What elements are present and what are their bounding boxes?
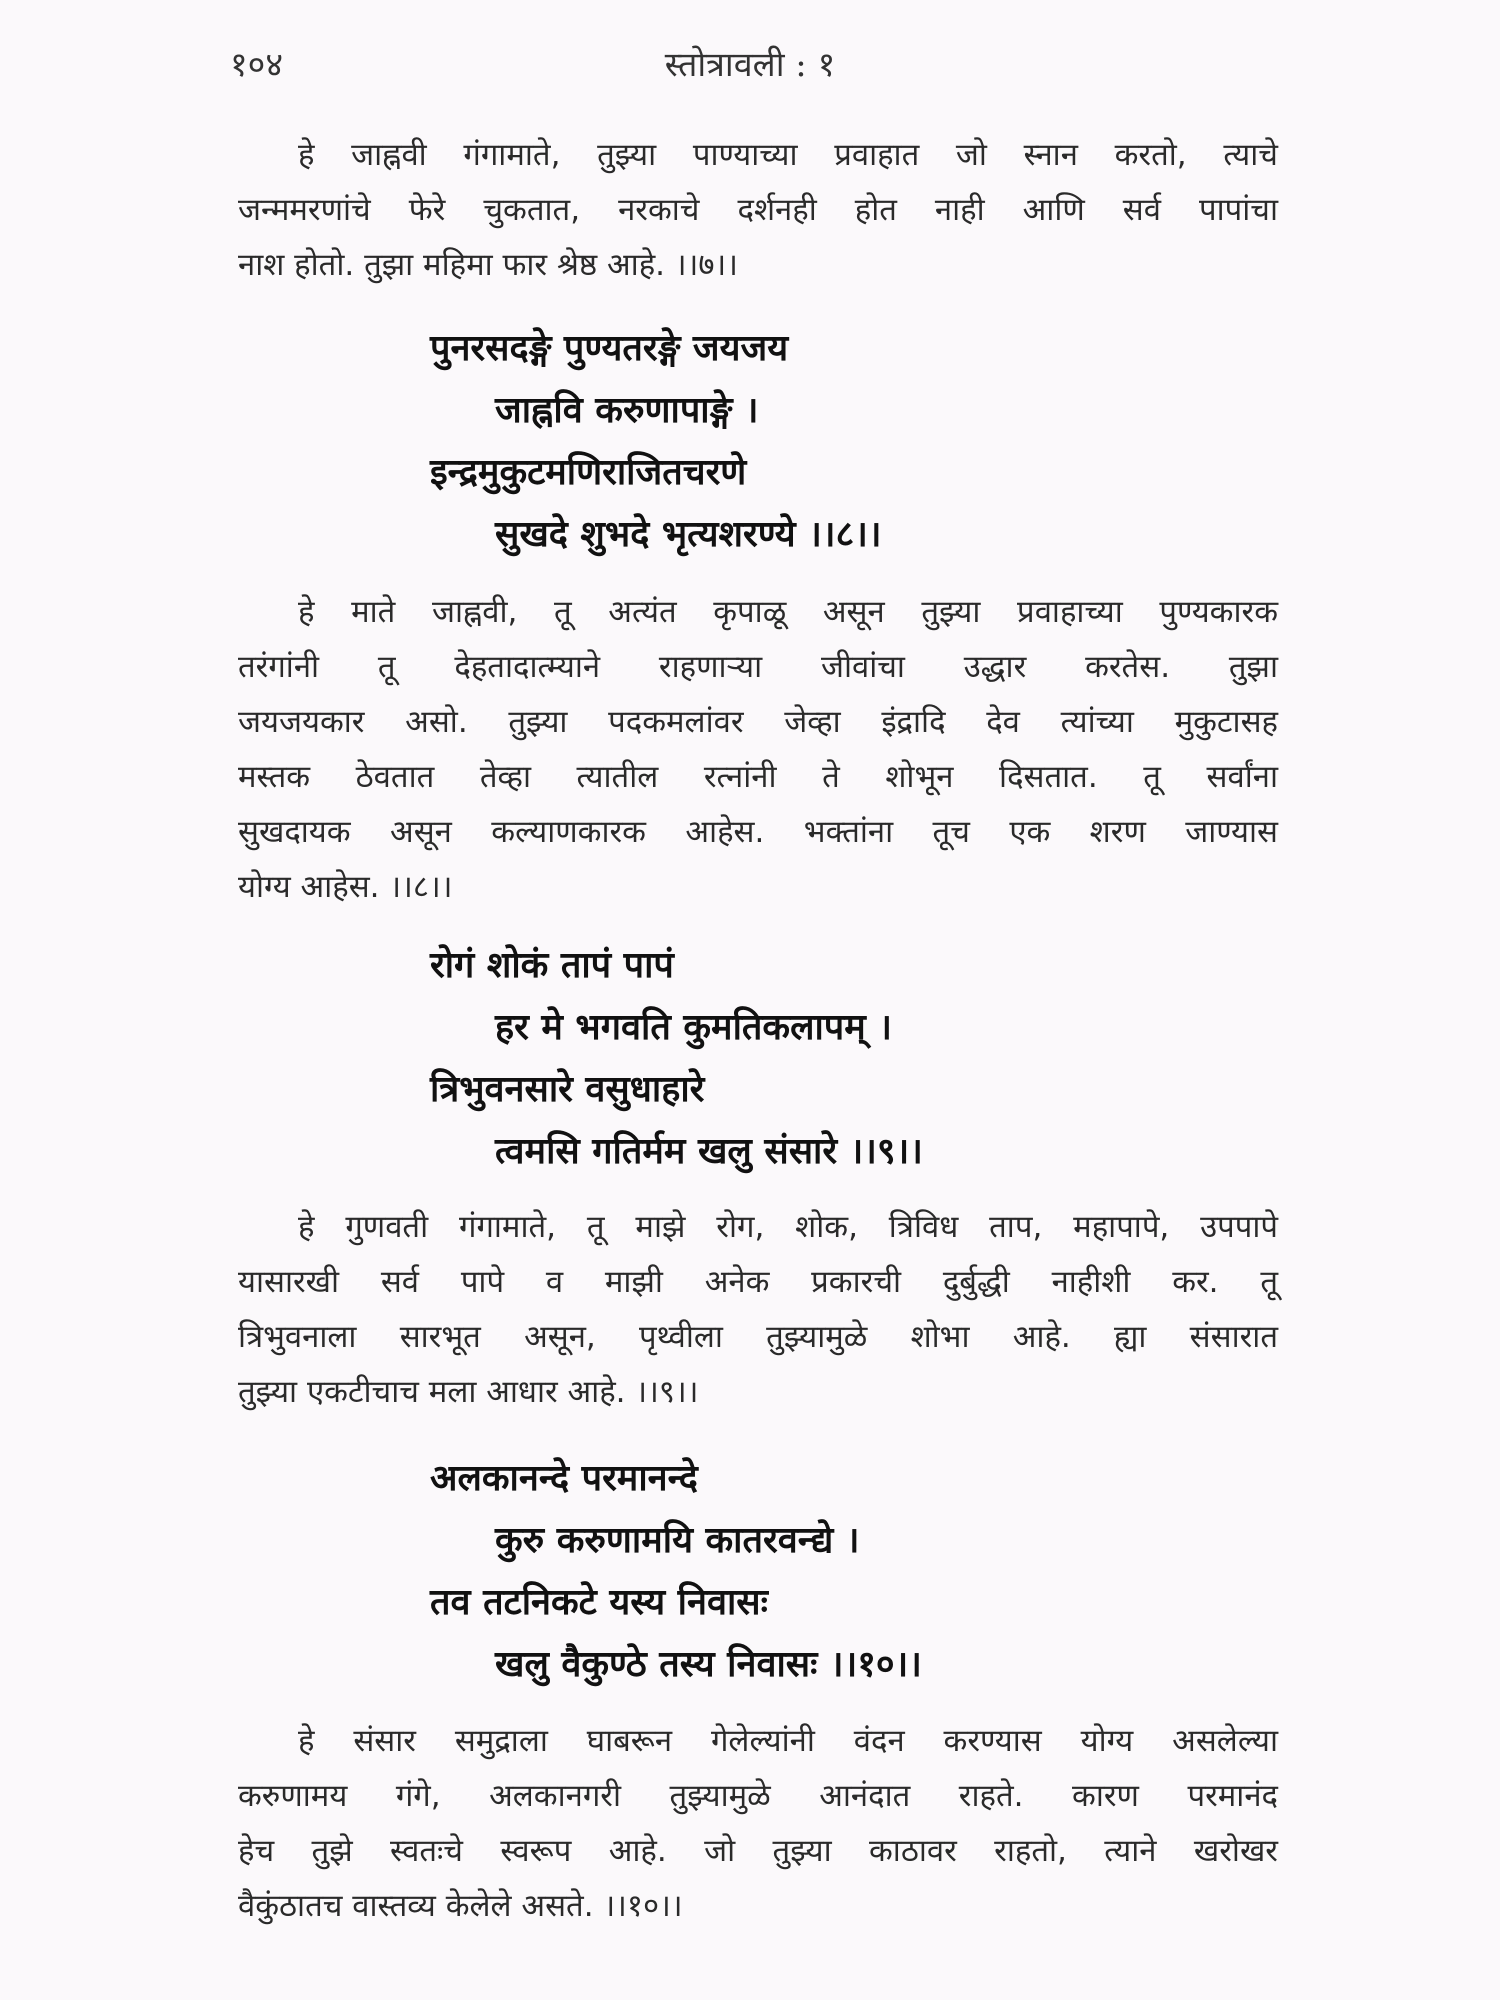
paragraph-line: हे गुणवती गंगामाते, तू माझे रोग, शोक, त्रिविध ताप, महापापे, उपपापे [298,1209,1278,1245]
commentary-paragraph-7 [238,128,1278,293]
paragraph-line: हे जाह्नवी गंगामाते, तुझ्या पाण्याच्या प्रवाहात जो स्नान करतो, त्याचे [298,137,1278,173]
verse-line: कुरु करुणामयि कातरवन्द्ये । [495,1520,860,1561]
paragraph-line: करुणामय गंगे, अलकानगरी तुझ्यामुळे आनंदात राहते. कारण परमानंद [238,1778,1278,1814]
paragraph-line: त्रिभुवनाला सारभूत असून, पृथ्वीला तुझ्यामुळे शोभा आहे. ह्या संसारात [238,1319,1278,1355]
verse-line: खलु वैकुण्ठे तस्य निवासः ।।१०।। [495,1644,922,1685]
paragraph-line: हेच तुझे स्वतःचे स्वरूप आहे. जो तुझ्या काठावर राहतो, त्याने खरोखर [238,1833,1278,1869]
verse-10 [430,1448,1290,1696]
paragraph-line: हे संसार समुद्राला घाबरून गेलेल्यांनी वंदन करण्यास योग्य असलेल्या [298,1723,1278,1759]
verse-line: पुनरसदङ्गे पुण्यतरङ्गे जयजय [430,328,789,369]
commentary-paragraph-8 [238,585,1278,915]
paragraph-line: सुखदायक असून कल्याणकारक आहेस. भक्तांना तूच एक शरण जाण्यास [238,814,1278,850]
verse-line: इन्द्रमुकुटमणिराजितचरणे [430,452,747,493]
paragraph-line: तरंगांनी तू देहतादात्म्याने राहणाऱ्या जीवांचा उद्धार करतेस. तुझा [238,649,1278,685]
paragraph-line: जयजयकार असो. तुझ्या पदकमलांवर जेव्हा इंद्रादि देव त्यांच्या मुकुटासह [238,704,1278,740]
page-number: १०४ [230,45,284,85]
commentary-paragraph-10 [238,1714,1278,1934]
verse-line: अलकानन्दे परमानन्दे [430,1458,698,1499]
page-header [230,40,1270,100]
paragraph-line: मस्तक ठेवतात तेव्हा त्यातील रत्नांनी ते शोभून दिसतात. तू सर्वांना [238,759,1278,795]
paragraph-line: जन्ममरणांचे फेरे चुकतात, नरकाचे दर्शनही होत नाही आणि सर्व पापांचा [238,192,1278,228]
verse-line: तव तटनिकटे यस्य निवासः [430,1582,768,1623]
verse-8 [430,318,1290,566]
commentary-paragraph-9 [238,1200,1278,1420]
verse-line: त्रिभुवनसारे वसुधाहारे [430,1069,705,1110]
paragraph-line: तुझ्या एकटीचाच मला आधार आहे. ।।९।। [238,1374,699,1410]
verse-9 [430,935,1290,1183]
verse-line: रोगं शोकं तापं पापं [430,945,674,986]
paragraph-line: नाश होतो. तुझा महिमा फार श्रेष्ठ आहे. ।।७।। [238,247,738,283]
paragraph-line: योग्य आहेस. ।।८।। [238,869,453,905]
paragraph-line: हे माते जाह्नवी, तू अत्यंत कृपाळू असून तुझ्या प्रवाहाच्या पुण्यकारक [298,594,1278,630]
verse-line: सुखदे शुभदे भृत्यशरण्ये ।।८।। [495,514,882,555]
verse-line: त्वमसि गतिर्मम खलु संसारे ।।९।। [495,1131,923,1172]
paragraph-line: यासारखी सर्व पापे व माझी अनेक प्रकारची दुर्बुद्धी नाहीशी कर. तू [238,1264,1278,1300]
verse-line: हर मे भगवति कुमतिकलापम् । [495,1007,892,1048]
paragraph-line: वैकुंठातच वास्तव्य केलेले असते. ।।१०।। [238,1888,683,1924]
verse-line: जाह्नवि करुणापाङ्गे । [495,390,759,431]
running-title: स्तोत्रावली : १ [664,45,836,85]
